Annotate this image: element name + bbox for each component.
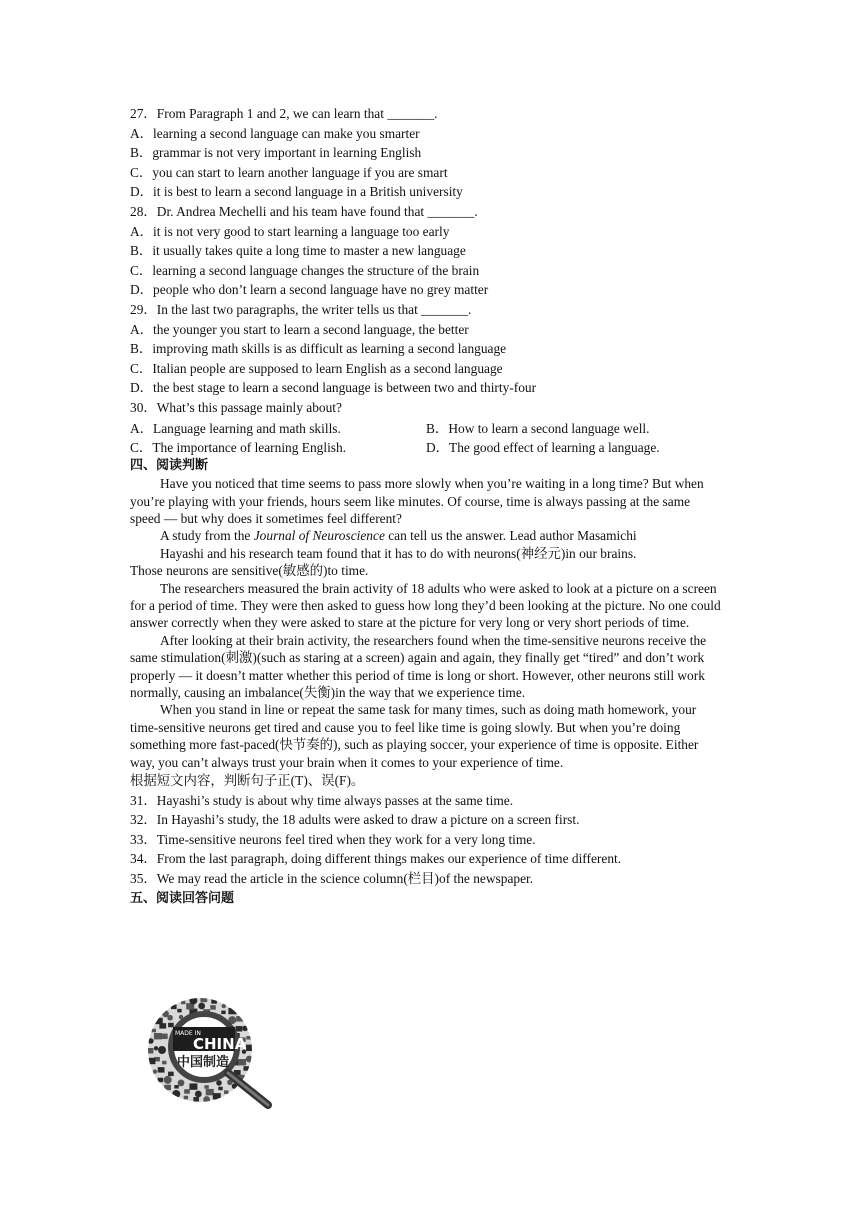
- question-line: D．people who don’t learn a second language have no grey matter: [130, 282, 489, 298]
- logo-icon-glyph: [147, 1058, 155, 1064]
- tf-statement: 35．We may read the article in the science column(栏目)of the newspaper.: [130, 870, 534, 886]
- logo-icon-glyph: [171, 1005, 177, 1009]
- logo-icon-glyph: [162, 1010, 169, 1017]
- logo-icon-glyph: [222, 1004, 226, 1008]
- logo-icon-glyph: [154, 1046, 158, 1050]
- logo-icon-glyph: [246, 1036, 250, 1040]
- passage-paragraph-2-cont: Hayashi and his research team found that it has to do with neurons(神经元)in our brains.: [160, 545, 637, 561]
- logo-icon-glyph: [154, 1033, 162, 1039]
- logo-icon-glyph: [147, 1048, 154, 1053]
- question-line: B．it usually takes quite a long time to master a new language: [130, 243, 466, 259]
- question-line: A．the younger you start to learn a second language, the better: [130, 321, 469, 337]
- logo-icon-glyph: [236, 1016, 243, 1021]
- reading-passage: [130, 475, 722, 771]
- logo-icon-glyph: [148, 1038, 154, 1044]
- question-line: 27．From Paragraph 1 and 2, we can learn that _______.: [130, 106, 438, 121]
- passage-paragraph-1: Have you noticed that time seems to pass more slowly when you’re waiting in a long time? But when you’re playing with your friends, hours seem like minutes. Of course, time is always passing at the same speed — but why does it sometimes feel different?: [130, 476, 704, 526]
- logo-icon-glyph: [155, 1018, 163, 1024]
- logo-icon-glyph: [158, 1078, 164, 1082]
- section-5-heading: 五、阅读回答问题: [130, 890, 235, 906]
- question-line: A．it is not very good to start learning a language too early: [130, 223, 450, 239]
- logo-icon-glyph: [195, 1091, 202, 1098]
- logo-icon-glyph: [189, 996, 197, 1004]
- logo-icon-glyph: [218, 1087, 222, 1091]
- tf-instruction: 根据短文内容，判断句子正(T)、误(F)。: [130, 773, 365, 788]
- logo-icon-glyph: [152, 1029, 156, 1033]
- passage-paragraph-5: When you stand in line or repeat the same task for many times, such as doing math homework, your time-sensitive neurons get tired and cause you to feel like time is going slowly. But when you’re doing something more fast-paced(快节奏的), such as playing soccer, your experience of time is opposite. Either way, you can’t always trust your brain when it comes to your experience of time.: [130, 702, 699, 770]
- logo-icon-glyph: [168, 1023, 174, 1027]
- passage-paragraph-4: After looking at their brain activity, the researchers found when the time-sensitive neurons receive the same stimulation(刺激)(such as staring at a screen) again and again, they finally get “tired” and don’t work properly — it doesn’t matter whether this period of time is long or short. However, other neurons still work normally, causing an imbalance(失衡)in the way that we experience time.: [130, 632, 707, 700]
- tf-statement: 31．Hayashi’s study is about why time always passes at the same time.: [130, 792, 514, 808]
- logo-icon-glyph: [168, 1072, 174, 1076]
- logo-icon-glyph: [221, 1011, 225, 1015]
- question-line: D．the best stage to learn a second language is between two and thirty-four: [130, 380, 537, 396]
- logo-icon-glyph: [181, 1001, 185, 1005]
- question-line: B．grammar is not very important in learning English: [130, 145, 422, 161]
- q30-option-c: C．The importance of learning English.: [130, 439, 347, 455]
- logo-icon-glyph: [158, 1046, 166, 1054]
- passage-paragraph-2-end: Those neurons are sensitive(敏感的)to time.: [130, 563, 369, 579]
- made-in-china-logo: [140, 995, 275, 1110]
- question-line: C．you can start to learn another language if you are smart: [130, 164, 448, 180]
- passage-paragraph-2: A study from the Journal of Neuroscience can tell us the answer. Lead author Masamichi: [160, 528, 637, 544]
- logo-icon-glyph: [174, 1085, 178, 1089]
- logo-icon-glyph: [236, 1026, 243, 1031]
- logo-icon-glyph: [242, 1026, 248, 1032]
- logo-icon-glyph: [211, 999, 217, 1003]
- logo-icon-glyph: [184, 1089, 190, 1093]
- logo-icon-glyph: [158, 1067, 165, 1072]
- logo-icon-glyph: [198, 1003, 205, 1010]
- q30-option-b: B．How to learn a second language well.: [426, 420, 650, 436]
- q30-option-d: D．The good effect of learning a language.: [426, 439, 660, 455]
- logo-icon-glyph: [164, 1076, 172, 1084]
- tf-statement: 33．Time-sensitive neurons feel tired when they work for a very long time.: [130, 831, 536, 847]
- question-line: B．improving math skills is as difficult as learning a second language: [130, 341, 507, 357]
- logo-icon-glyph: [206, 1089, 214, 1095]
- question-line: 28．Dr. Andrea Mechelli and his team have found that _______.: [130, 203, 478, 219]
- logo-icon-glyph: [189, 1083, 197, 1089]
- magnifier-icon: [140, 995, 275, 1110]
- logo-icon-glyph: [153, 1069, 157, 1073]
- journal-name: Journal of Neuroscience: [253, 528, 385, 544]
- logo-icon-glyph: [164, 1085, 171, 1090]
- question-line: A．learning a second language can make you smarter: [130, 125, 420, 141]
- logo-icon-glyph: [243, 1066, 249, 1070]
- question-line: 29．In the last two paragraphs, the writer tells us that _______.: [130, 301, 472, 317]
- logo-icon-glyph: [162, 1061, 166, 1065]
- passage-paragraph-3: The researchers measured the brain activity of 18 adults who were asked to look at a picture on a screen for a period of time. They were then asked to guess how long they’d been looking at the picture. No one could answer correctly when they were asked to stare at the picture for very long or very short periods of time.: [130, 580, 721, 631]
- logo-icon-glyph: [224, 1090, 228, 1094]
- logo-icon-glyph: [216, 1080, 222, 1086]
- question-line: C．learning a second language changes the structure of the brain: [130, 262, 480, 278]
- logo-icon-glyph: [200, 997, 207, 1002]
- logo-icon-glyph: [238, 1059, 246, 1065]
- q30-option-a: A．Language learning and math skills.: [130, 420, 341, 436]
- logo-icon-glyph: [246, 1045, 254, 1051]
- logo-icon-glyph: [210, 1005, 216, 1009]
- logo-made-in: MADE IN: [175, 1030, 201, 1037]
- document-page: [130, 104, 722, 908]
- logo-icon-glyph: [246, 1056, 253, 1063]
- logo-icon-glyph: [228, 1008, 236, 1014]
- logo-chinese: 中国制造: [177, 1055, 230, 1070]
- section-4-heading: 四、阅读判断: [130, 457, 209, 473]
- logo-china: CHINA: [193, 1035, 247, 1053]
- logo-icon-glyph: [204, 1085, 208, 1089]
- questions-27-30: [130, 104, 722, 418]
- logo-icon-glyph: [193, 1097, 199, 1101]
- question-line: D．it is best to learn a second language in a British university: [130, 184, 463, 200]
- logo-icon-glyph: [203, 1096, 210, 1103]
- question-line: C．Italian people are supposed to learn English as a second language: [130, 360, 503, 376]
- tf-statement: 32．In Hayashi’s study, the 18 adults were asked to draw a picture on a screen first.: [130, 812, 580, 828]
- question-line: 30．What’s this passage mainly about?: [130, 399, 342, 415]
- q30-options-row-2: [130, 437, 722, 456]
- logo-icon-glyph: [172, 1090, 180, 1098]
- logo-icon-glyph: [184, 1096, 188, 1100]
- q30-options-row-1: [130, 418, 722, 437]
- logo-icon-glyph: [213, 1093, 221, 1099]
- tf-statement: 34．From the last paragraph, doing different things makes our experience of time different.: [130, 851, 622, 867]
- tf-statements: [130, 791, 722, 889]
- logo-icon-glyph: [177, 1009, 181, 1013]
